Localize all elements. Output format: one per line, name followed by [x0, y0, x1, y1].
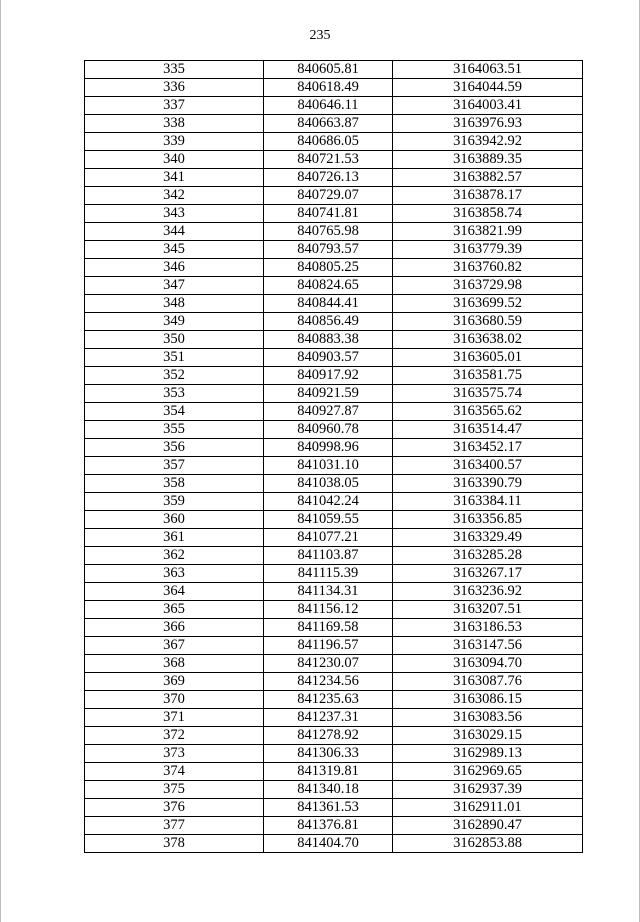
y-coordinate-cell: 3164044.59 [393, 79, 583, 97]
y-coordinate-cell: 3163565.62 [393, 403, 583, 421]
point-number-cell: 349 [85, 313, 264, 331]
x-coordinate-cell: 841235.63 [264, 691, 393, 709]
table-row [85, 763, 583, 781]
x-coordinate-cell: 841115.39 [264, 565, 393, 583]
y-coordinate-cell: 3163186.53 [393, 619, 583, 637]
table-row [85, 637, 583, 655]
x-coordinate-cell: 840805.25 [264, 259, 393, 277]
table-row [85, 565, 583, 583]
point-number-cell: 353 [85, 385, 264, 403]
point-number-cell: 366 [85, 619, 264, 637]
x-coordinate-cell: 841042.24 [264, 493, 393, 511]
x-coordinate-cell: 840721.53 [264, 151, 393, 169]
table-row [85, 277, 583, 295]
y-coordinate-cell: 3163390.79 [393, 475, 583, 493]
y-coordinate-cell: 3163638.02 [393, 331, 583, 349]
table-row [85, 205, 583, 223]
coordinates-table-body [85, 61, 583, 853]
x-coordinate-cell: 841306.33 [264, 745, 393, 763]
y-coordinate-cell: 3163207.51 [393, 601, 583, 619]
x-coordinate-cell: 841361.53 [264, 799, 393, 817]
y-coordinate-cell: 3163285.28 [393, 547, 583, 565]
point-number-cell: 360 [85, 511, 264, 529]
point-number-cell: 372 [85, 727, 264, 745]
point-number-cell: 371 [85, 709, 264, 727]
table-row [85, 709, 583, 727]
y-coordinate-cell: 3163356.85 [393, 511, 583, 529]
point-number-cell: 339 [85, 133, 264, 151]
y-coordinate-cell: 3162989.13 [393, 745, 583, 763]
y-coordinate-cell: 3163452.17 [393, 439, 583, 457]
y-coordinate-cell: 3163236.92 [393, 583, 583, 601]
table-row [85, 61, 583, 79]
table-row [85, 475, 583, 493]
y-coordinate-cell: 3163400.57 [393, 457, 583, 475]
x-coordinate-cell: 841319.81 [264, 763, 393, 781]
point-number-cell: 362 [85, 547, 264, 565]
point-number-cell: 365 [85, 601, 264, 619]
x-coordinate-cell: 841237.31 [264, 709, 393, 727]
point-number-cell: 350 [85, 331, 264, 349]
table-row [85, 529, 583, 547]
table-row [85, 583, 583, 601]
x-coordinate-cell: 841278.92 [264, 727, 393, 745]
point-number-cell: 368 [85, 655, 264, 673]
y-coordinate-cell: 3163699.52 [393, 295, 583, 313]
y-coordinate-cell: 3163029.15 [393, 727, 583, 745]
y-coordinate-cell: 3163575.74 [393, 385, 583, 403]
x-coordinate-cell: 840883.38 [264, 331, 393, 349]
table-row [85, 403, 583, 421]
y-coordinate-cell: 3163889.35 [393, 151, 583, 169]
table-row [85, 727, 583, 745]
y-coordinate-cell: 3162969.65 [393, 763, 583, 781]
x-coordinate-cell: 841404.70 [264, 835, 393, 853]
y-coordinate-cell: 3162853.88 [393, 835, 583, 853]
x-coordinate-cell: 841156.12 [264, 601, 393, 619]
y-coordinate-cell: 3163514.47 [393, 421, 583, 439]
point-number-cell: 343 [85, 205, 264, 223]
point-number-cell: 354 [85, 403, 264, 421]
table-row [85, 691, 583, 709]
x-coordinate-cell: 841103.87 [264, 547, 393, 565]
point-number-cell: 376 [85, 799, 264, 817]
table-row [85, 835, 583, 853]
x-coordinate-cell: 841376.81 [264, 817, 393, 835]
x-coordinate-cell: 840917.92 [264, 367, 393, 385]
point-number-cell: 369 [85, 673, 264, 691]
x-coordinate-cell: 840921.59 [264, 385, 393, 403]
x-coordinate-cell: 841077.21 [264, 529, 393, 547]
table-row [85, 511, 583, 529]
x-coordinate-cell: 840765.98 [264, 223, 393, 241]
table-row [85, 169, 583, 187]
y-coordinate-cell: 3163821.99 [393, 223, 583, 241]
table-row [85, 115, 583, 133]
point-number-cell: 373 [85, 745, 264, 763]
table-row [85, 223, 583, 241]
point-number-cell: 377 [85, 817, 264, 835]
point-number-cell: 344 [85, 223, 264, 241]
x-coordinate-cell: 840927.87 [264, 403, 393, 421]
table-row [85, 673, 583, 691]
y-coordinate-cell: 3163882.57 [393, 169, 583, 187]
point-number-cell: 342 [85, 187, 264, 205]
coordinates-table [84, 60, 583, 853]
table-row [85, 259, 583, 277]
point-number-cell: 358 [85, 475, 264, 493]
table-row [85, 457, 583, 475]
point-number-cell: 370 [85, 691, 264, 709]
point-number-cell: 378 [85, 835, 264, 853]
table-row [85, 79, 583, 97]
point-number-cell: 361 [85, 529, 264, 547]
table-row [85, 187, 583, 205]
table-row [85, 619, 583, 637]
table-row [85, 601, 583, 619]
table-row [85, 439, 583, 457]
table-row [85, 349, 583, 367]
x-coordinate-cell: 841196.57 [264, 637, 393, 655]
point-number-cell: 355 [85, 421, 264, 439]
table-row [85, 241, 583, 259]
x-coordinate-cell: 840663.87 [264, 115, 393, 133]
y-coordinate-cell: 3162937.39 [393, 781, 583, 799]
table-row [85, 655, 583, 673]
y-coordinate-cell: 3163976.93 [393, 115, 583, 133]
x-coordinate-cell: 841340.18 [264, 781, 393, 799]
y-coordinate-cell: 3163094.70 [393, 655, 583, 673]
y-coordinate-cell: 3163267.17 [393, 565, 583, 583]
y-coordinate-cell: 3163858.74 [393, 205, 583, 223]
point-number-cell: 356 [85, 439, 264, 457]
table-row [85, 799, 583, 817]
y-coordinate-cell: 3163087.76 [393, 673, 583, 691]
x-coordinate-cell: 840793.57 [264, 241, 393, 259]
point-number-cell: 359 [85, 493, 264, 511]
x-coordinate-cell: 840618.49 [264, 79, 393, 97]
x-coordinate-cell: 840729.07 [264, 187, 393, 205]
point-number-cell: 341 [85, 169, 264, 187]
table-row [85, 295, 583, 313]
table-row [85, 331, 583, 349]
page-number: 235 [309, 28, 331, 43]
point-number-cell: 345 [85, 241, 264, 259]
point-number-cell: 367 [85, 637, 264, 655]
y-coordinate-cell: 3163329.49 [393, 529, 583, 547]
table-row [85, 745, 583, 763]
x-coordinate-cell: 841031.10 [264, 457, 393, 475]
x-coordinate-cell: 840903.57 [264, 349, 393, 367]
table-row [85, 97, 583, 115]
x-coordinate-cell: 840741.81 [264, 205, 393, 223]
x-coordinate-cell: 840960.78 [264, 421, 393, 439]
x-coordinate-cell: 840844.41 [264, 295, 393, 313]
point-number-cell: 374 [85, 763, 264, 781]
point-number-cell: 337 [85, 97, 264, 115]
y-coordinate-cell: 3163729.98 [393, 277, 583, 295]
y-coordinate-cell: 3163083.56 [393, 709, 583, 727]
x-coordinate-cell: 840824.65 [264, 277, 393, 295]
point-number-cell: 336 [85, 79, 264, 97]
x-coordinate-cell: 840686.05 [264, 133, 393, 151]
point-number-cell: 340 [85, 151, 264, 169]
point-number-cell: 338 [85, 115, 264, 133]
x-coordinate-cell: 841234.56 [264, 673, 393, 691]
x-coordinate-cell: 840856.49 [264, 313, 393, 331]
table-row [85, 385, 583, 403]
y-coordinate-cell: 3163942.92 [393, 133, 583, 151]
y-coordinate-cell: 3163581.75 [393, 367, 583, 385]
point-number-cell: 346 [85, 259, 264, 277]
y-coordinate-cell: 3164003.41 [393, 97, 583, 115]
x-coordinate-cell: 841059.55 [264, 511, 393, 529]
y-coordinate-cell: 3163086.15 [393, 691, 583, 709]
y-coordinate-cell: 3163680.59 [393, 313, 583, 331]
point-number-cell: 348 [85, 295, 264, 313]
point-number-cell: 375 [85, 781, 264, 799]
table-row [85, 367, 583, 385]
point-number-cell: 335 [85, 61, 264, 79]
y-coordinate-cell: 3162911.01 [393, 799, 583, 817]
x-coordinate-cell: 841230.07 [264, 655, 393, 673]
y-coordinate-cell: 3163605.01 [393, 349, 583, 367]
y-coordinate-cell: 3163878.17 [393, 187, 583, 205]
x-coordinate-cell: 840646.11 [264, 97, 393, 115]
table-row [85, 493, 583, 511]
point-number-cell: 352 [85, 367, 264, 385]
table-row [85, 781, 583, 799]
x-coordinate-cell: 840726.13 [264, 169, 393, 187]
x-coordinate-cell: 841134.31 [264, 583, 393, 601]
table-row [85, 313, 583, 331]
scan-edge-left [0, 0, 1, 922]
y-coordinate-cell: 3163760.82 [393, 259, 583, 277]
table-row [85, 151, 583, 169]
point-number-cell: 351 [85, 349, 264, 367]
point-number-cell: 364 [85, 583, 264, 601]
y-coordinate-cell: 3164063.51 [393, 61, 583, 79]
x-coordinate-cell: 840605.81 [264, 61, 393, 79]
x-coordinate-cell: 841169.58 [264, 619, 393, 637]
y-coordinate-cell: 3163147.56 [393, 637, 583, 655]
point-number-cell: 363 [85, 565, 264, 583]
table-row [85, 421, 583, 439]
table-row [85, 547, 583, 565]
y-coordinate-cell: 3163779.39 [393, 241, 583, 259]
y-coordinate-cell: 3162890.47 [393, 817, 583, 835]
y-coordinate-cell: 3163384.11 [393, 493, 583, 511]
point-number-cell: 357 [85, 457, 264, 475]
point-number-cell: 347 [85, 277, 264, 295]
x-coordinate-cell: 841038.05 [264, 475, 393, 493]
table-row [85, 817, 583, 835]
table-row [85, 133, 583, 151]
x-coordinate-cell: 840998.96 [264, 439, 393, 457]
